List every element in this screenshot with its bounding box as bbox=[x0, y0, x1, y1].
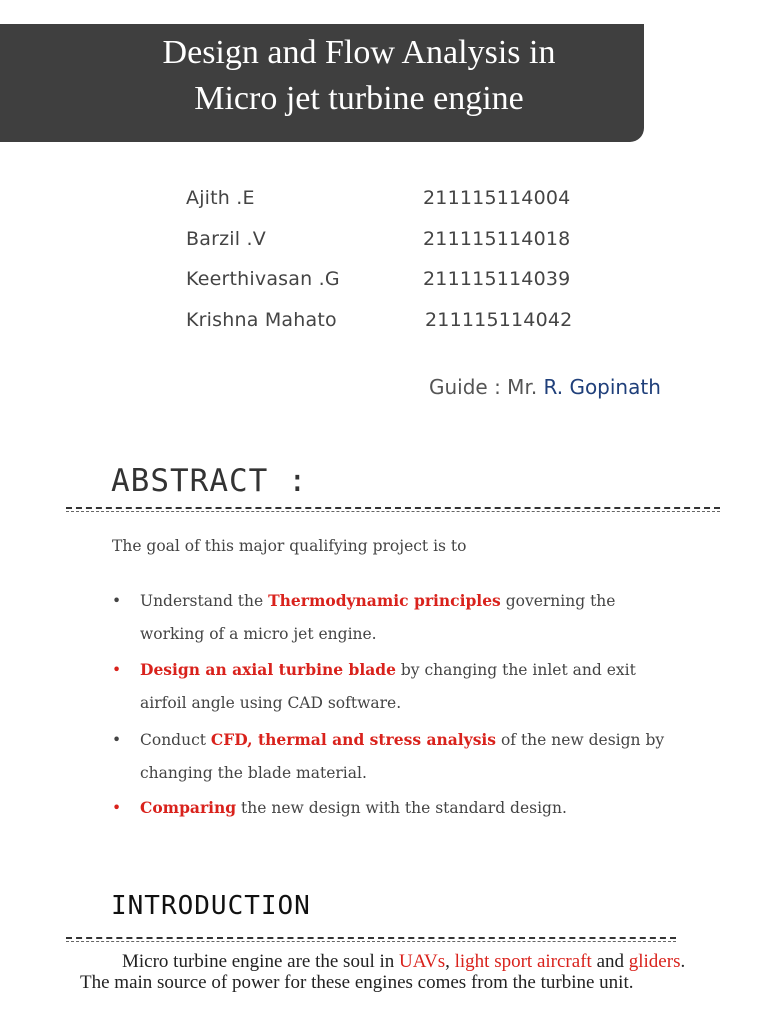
intro-highlight: light sport aircraft bbox=[454, 951, 592, 972]
bullet-continuation: airfoil angle using CAD software. bbox=[140, 694, 402, 712]
guide-label: Guide : Mr. bbox=[429, 375, 544, 399]
guide-name: R. Gopinath bbox=[543, 375, 661, 399]
student-name: Keerthivasan .G bbox=[186, 268, 340, 290]
student-name: Krishna Mahato bbox=[186, 309, 337, 331]
bullet-text: by changing the inlet and exit bbox=[395, 661, 636, 679]
bullet-icon: • bbox=[112, 731, 122, 749]
abstract-intro: The goal of this major qualifying project is to bbox=[112, 537, 467, 555]
title-line-2: Micro jet turbine engine bbox=[194, 80, 524, 117]
bullet-text: Understand the bbox=[140, 592, 269, 610]
intro-highlight: gliders bbox=[628, 951, 681, 972]
abstract-divider bbox=[66, 507, 720, 509]
bullet-text: governing the bbox=[500, 592, 616, 610]
student-id: 211115114004 bbox=[423, 187, 571, 209]
student-name: Barzil .V bbox=[186, 228, 266, 250]
abstract-bullet-3 bbox=[112, 730, 664, 749]
introduction-heading: INTRODUCTION bbox=[111, 891, 311, 921]
intro-text: . The main source of power for these engines comes from the turbine unit. bbox=[80, 951, 686, 993]
introduction-paragraph bbox=[80, 951, 700, 993]
bullet-highlight: Design an axial turbine blade bbox=[140, 660, 396, 679]
student-name: Ajith .E bbox=[186, 187, 255, 209]
bullet-continuation: working of a micro jet engine. bbox=[140, 625, 377, 643]
abstract-bullet-4 bbox=[112, 798, 567, 817]
bullet-text: Conduct bbox=[140, 731, 211, 749]
bullet-highlight: Comparing bbox=[140, 798, 237, 817]
title-line-1: Design and Flow Analysis in bbox=[162, 34, 556, 71]
intro-text: Micro turbine engine are the soul in bbox=[122, 951, 400, 972]
bullet-icon: • bbox=[112, 799, 122, 817]
intro-highlight: UAVs bbox=[399, 951, 446, 972]
bullet-text: the new design with the standard design. bbox=[236, 799, 567, 817]
bullet-continuation: changing the blade material. bbox=[140, 764, 367, 782]
student-id: 211115114042 bbox=[425, 309, 573, 331]
student-id: 211115114039 bbox=[423, 268, 571, 290]
bullet-highlight: CFD, thermal and stress analysis bbox=[210, 730, 497, 749]
guide-line bbox=[429, 375, 661, 399]
bullet-highlight: Thermodynamic principles bbox=[268, 591, 501, 610]
abstract-bullet-1 bbox=[112, 591, 615, 610]
bullet-icon: • bbox=[112, 661, 122, 679]
abstract-heading: ABSTRACT : bbox=[111, 463, 308, 499]
introduction-divider bbox=[66, 937, 676, 939]
bullet-icon: • bbox=[112, 592, 122, 610]
intro-text: , bbox=[445, 951, 455, 972]
intro-text: and bbox=[591, 951, 624, 972]
abstract-bullet-2 bbox=[112, 660, 636, 679]
student-id: 211115114018 bbox=[423, 228, 571, 250]
bullet-text: of the new design by bbox=[496, 731, 665, 749]
